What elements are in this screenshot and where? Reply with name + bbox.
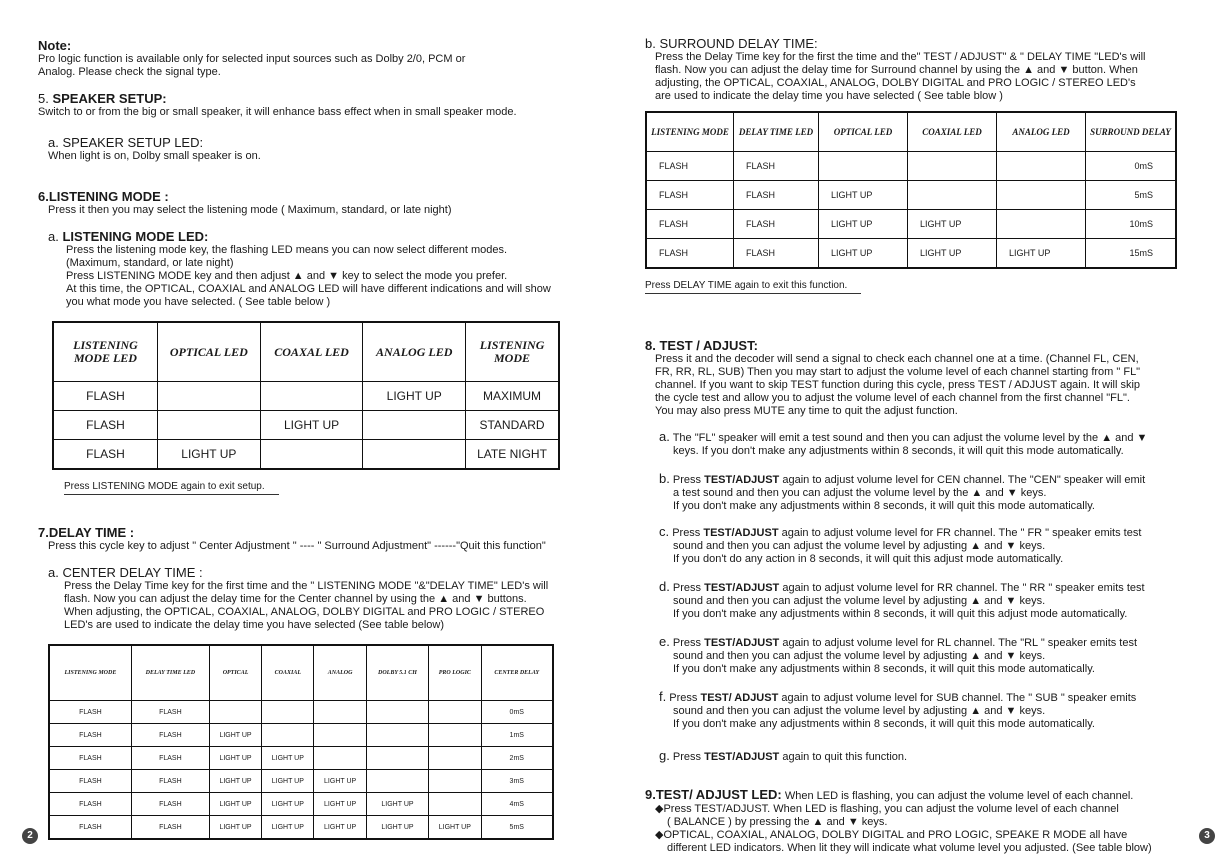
table-header: LISTENING MODE LED <box>53 322 157 382</box>
item-line: The "FL" speaker will emit a test sound and then you can adjust the volume level by the ▲ and ▼ <box>672 432 1148 444</box>
center-delay-table <box>48 644 554 840</box>
table-row <box>53 382 559 411</box>
section-5a-title: a. SPEAKER SETUP LED: <box>48 135 204 150</box>
note-line: Analog. Please check the signal type. <box>38 66 221 78</box>
table-header: OPTICAL LED <box>819 112 908 152</box>
item-letter: d. <box>659 579 670 594</box>
table-cell: 2mS <box>481 747 553 770</box>
table-row <box>646 210 1176 239</box>
list-item <box>659 525 1194 566</box>
table-cell: LIGHT UP <box>997 239 1086 269</box>
table-cell: FLASH <box>734 181 819 210</box>
item-key: TEST/ADJUST <box>704 582 780 594</box>
table-cell: FLASH <box>131 724 209 747</box>
table-cell: LIGHT UP <box>908 239 997 269</box>
section-6-title: 6.LISTENING MODE : <box>38 189 169 204</box>
list-item <box>659 472 1194 513</box>
section-6a-line: Press the listening mode key, the flashing LED means you can now select different modes. <box>66 244 508 256</box>
table-cell: 1mS <box>481 724 553 747</box>
table-cell: LIGHT UP <box>209 747 261 770</box>
section-6-text: Press it then you may select the listening mode ( Maximum, standard, or late night) <box>48 204 452 216</box>
item-letter: f. <box>659 689 667 704</box>
table-cell <box>157 382 260 411</box>
table-header-row <box>646 112 1176 152</box>
table-header: SURROUND DELAY <box>1086 112 1177 152</box>
page-number-left: 2 <box>22 828 38 844</box>
table-cell: FLASH <box>646 239 734 269</box>
section-5-number: 5. <box>38 91 49 106</box>
table-row <box>646 239 1176 269</box>
section-8-line: channel. If you want to skip TEST function during this cycle, press TEST / ADJUST again. It will skip <box>655 379 1141 391</box>
note-line: Pro logic function is available only for selected input sources such as Dolby 2/0, PCM or <box>38 53 466 65</box>
table-cell: LIGHT UP <box>363 382 466 411</box>
item-key: TEST/ADJUST <box>703 527 779 539</box>
section-7a-line: Press the Delay Time key for the first time and the " LISTENING MODE "&"DELAY TIME" LED's will <box>64 580 549 592</box>
table-header: DELAY TIME LED <box>131 645 209 701</box>
table-cell: STANDARD <box>466 411 559 440</box>
section-7a-title: a. CENTER DELAY TIME : <box>48 565 203 580</box>
table-cell <box>429 793 481 816</box>
table-row <box>49 724 553 747</box>
item-pre: Press <box>669 692 698 704</box>
table-cell: LIGHT UP <box>429 816 481 840</box>
item-line: sound and then you can adjust the volume level by adjusting ▲ and ▼ keys. <box>673 595 1046 607</box>
surround-delay-table <box>645 111 1177 269</box>
item-line: a test sound and then you can adjust the volume level by the ▲ and ▼ keys. <box>673 487 1047 499</box>
table-cell <box>363 411 466 440</box>
table-cell: 0mS <box>1086 152 1177 181</box>
table-cell: LIGHT UP <box>819 210 908 239</box>
section-b-line: are used to indicate the delay time you have selected ( See table blow ) <box>655 90 1003 102</box>
section-b-line: Press the Delay Time key for the first the time and the" TEST / ADJUST" & " DELAY TIME "LED's will <box>655 51 1146 63</box>
item-line: sound and then you can adjust the volume level by adjusting ▲ and ▼ keys. <box>673 650 1046 662</box>
table-header: ANALOG <box>314 645 366 701</box>
right-page <box>611 0 1222 862</box>
section-9-bullet: ◆OPTICAL, COAXIAL, ANALOG, DOLBY DIGITAL and PRO LOGIC, SPEAKE R MODE all have <box>655 829 1128 841</box>
section-6a-line: At this time, the OPTICAL, COAXIAL and ANALOG LED will have different indications and will show <box>66 283 551 295</box>
table-cell: FLASH <box>53 411 157 440</box>
item-pre: Press <box>672 527 701 539</box>
section-9-text: When LED is flashing, you can adjust the volume level of each channel. <box>784 790 1134 802</box>
table-cell <box>429 701 481 724</box>
table-row <box>49 793 553 816</box>
item-pre: Press <box>672 637 702 649</box>
table-cell: FLASH <box>734 239 819 269</box>
list-item <box>659 430 1194 458</box>
section-7a-line: flash. Now you can adjust the delay time for the Center channel by using the ▲ and ▼ buttons. <box>64 593 527 605</box>
table-cell <box>209 701 261 724</box>
table-cell <box>997 210 1086 239</box>
item-line: again to adjust volume level for FR channel. The " FR " speaker emits test <box>781 527 1142 539</box>
table-header: ANALOG LED <box>997 112 1086 152</box>
table-cell <box>429 724 481 747</box>
section-8-title: 8. TEST / ADJUST: <box>645 338 758 353</box>
table-cell: LIGHT UP <box>262 747 314 770</box>
section-6a-line: you what mode you have selected. ( See table below ) <box>66 296 331 308</box>
table-cell: FLASH <box>49 701 131 724</box>
table-header: LISTENING MODE <box>49 645 131 701</box>
table-cell: LIGHT UP <box>819 181 908 210</box>
table-cell <box>262 724 314 747</box>
table-cell: FLASH <box>49 724 131 747</box>
item-pre: Press <box>672 582 702 594</box>
table-header: COAXIAL <box>262 645 314 701</box>
table-cell <box>262 701 314 724</box>
table-cell: LIGHT UP <box>819 239 908 269</box>
table-header: OPTICAL LED <box>157 322 260 382</box>
section-5-text: Switch to or from the big or small speaker, it will enhance bass effect when in small speaker mode. <box>38 106 517 118</box>
listening-mode-table <box>52 321 560 470</box>
table-cell: LIGHT UP <box>366 793 428 816</box>
table-cell: 10mS <box>1086 210 1177 239</box>
table-cell: FLASH <box>49 793 131 816</box>
section-9-bullet-cont: different LED indicators. When lit they will indicate what volume level you adjusted. (See table blow) <box>667 842 1152 854</box>
item-key: TEST/ADJUST <box>704 751 780 763</box>
item-line: again to adjust volume level for RL channel. The "RL " speaker emits test <box>782 637 1138 649</box>
table-row <box>49 770 553 793</box>
item-line: If you don't make any adjustments within 8 seconds, it will quit this adjust mode automatically. <box>673 608 1128 620</box>
section-7a-line: LED's are used to indicate the delay time you have selected (See table below) <box>64 619 444 631</box>
table-cell <box>997 152 1086 181</box>
table-cell <box>260 382 363 411</box>
page-number-right: 3 <box>1199 828 1215 844</box>
item-pre: Press <box>672 751 702 763</box>
table-cell: LIGHT UP <box>262 816 314 840</box>
item-line: If you don't make any adjustments within 8 seconds, it will quit this mode automatically. <box>673 718 1095 730</box>
table-footnote: Press DELAY TIME again to exit this function. <box>645 279 861 294</box>
table-cell: 15mS <box>1086 239 1177 269</box>
table-header: PRO LOGIC <box>429 645 481 701</box>
table-header: COAXIAL LED <box>908 112 997 152</box>
table-cell: FLASH <box>131 793 209 816</box>
table-cell: LIGHT UP <box>262 770 314 793</box>
table-cell <box>429 770 481 793</box>
table-cell: FLASH <box>131 747 209 770</box>
table-cell <box>366 701 428 724</box>
section-6a-heading <box>48 229 591 244</box>
table-cell: LIGHT UP <box>209 816 261 840</box>
table-cell <box>997 181 1086 210</box>
section-9-bullet: ◆Press TEST/ADJUST. When LED is flashing, you can adjust the volume level of each channel <box>655 803 1119 815</box>
section-7a-line: When adjusting, the OPTICAL, COAXIAL, ANALOG, DOLBY DIGITAL and PRO LOGIC / STEREO <box>64 606 545 618</box>
table-header-row <box>49 645 553 701</box>
table-row <box>49 747 553 770</box>
section-b-title: b. SURROUND DELAY TIME: <box>645 36 818 51</box>
table-cell: LIGHT UP <box>262 793 314 816</box>
list-item <box>659 749 1194 764</box>
list-item <box>659 580 1194 621</box>
item-key: TEST/ADJUST <box>704 474 780 486</box>
item-letter: g. <box>659 748 670 763</box>
section-6a-title: LISTENING MODE LED: <box>62 229 209 244</box>
table-cell <box>908 152 997 181</box>
section-9-bullet-cont: ( BALANCE ) by pressing the ▲ and ▼ keys. <box>667 816 888 828</box>
table-header: CENTER DELAY <box>481 645 553 701</box>
item-line: again to adjust volume level for RR channel. The " RR " speaker emits test <box>782 582 1145 594</box>
table-cell: LIGHT UP <box>209 724 261 747</box>
item-line: If you don't do any action in 8 seconds, it will quit this adjust mode automatically. <box>673 553 1064 565</box>
table-cell: LIGHT UP <box>209 793 261 816</box>
table-cell <box>314 701 366 724</box>
table-cell: 5mS <box>481 816 553 840</box>
table-cell <box>366 747 428 770</box>
section-b-line: adjusting, the OPTICAL, COAXIAL, ANALOG, DOLBY DIGITAL and PRO LOGIC / STEREO LED's <box>655 77 1136 89</box>
table-header-row <box>53 322 559 382</box>
table-cell: FLASH <box>734 210 819 239</box>
section-8-line: Press it and the decoder will send a signal to check each channel one at a time. (Channel FL, CEN, <box>655 353 1139 365</box>
table-row <box>53 440 559 470</box>
table-cell <box>314 747 366 770</box>
table-cell: FLASH <box>49 747 131 770</box>
table-cell: LATE NIGHT <box>466 440 559 470</box>
item-pre: Press <box>672 474 702 486</box>
section-5-title: SPEAKER SETUP: <box>52 91 167 106</box>
item-line: again to adjust volume level for SUB channel. The " SUB " speaker emits <box>781 692 1137 704</box>
table-cell: FLASH <box>53 440 157 470</box>
table-cell: LIGHT UP <box>314 770 366 793</box>
section-6a-letter: a. <box>48 229 59 244</box>
section-9-title: 9.TEST/ ADJUST LED: <box>645 787 782 802</box>
table-cell: 4mS <box>481 793 553 816</box>
section-7-title: 7.DELAY TIME : <box>38 525 135 540</box>
item-letter: e. <box>659 634 670 649</box>
table-header: OPTICAL <box>209 645 261 701</box>
table-cell <box>157 411 260 440</box>
table-cell <box>314 724 366 747</box>
table-cell <box>908 181 997 210</box>
table-cell: FLASH <box>646 210 734 239</box>
table-row <box>49 816 553 840</box>
table-cell: FLASH <box>131 770 209 793</box>
list-item <box>659 635 1194 676</box>
item-line: If you don't make any adjustments within 8 seconds, it will quit this mode automatically. <box>673 500 1095 512</box>
item-line: sound and then you can adjust the volume level by adjusting ▲ and ▼ keys. <box>673 540 1046 552</box>
table-cell: LIGHT UP <box>908 210 997 239</box>
table-cell: 3mS <box>481 770 553 793</box>
table-cell <box>819 152 908 181</box>
table-cell: LIGHT UP <box>157 440 260 470</box>
table-cell: LIGHT UP <box>209 770 261 793</box>
table-header: DELAY TIME LED <box>734 112 819 152</box>
table-cell: FLASH <box>646 181 734 210</box>
table-cell: FLASH <box>734 152 819 181</box>
section-5a-text: When light is on, Dolby small speaker is on. <box>48 150 261 162</box>
table-cell: FLASH <box>646 152 734 181</box>
table-row <box>49 701 553 724</box>
table-cell <box>260 440 363 470</box>
section-7-text: Press this cycle key to adjust " Center Adjustment " ---- " Surround Adjustment" ------"Quit this function" <box>48 540 546 552</box>
item-line: again to quit this function. <box>782 751 908 763</box>
table-cell: 5mS <box>1086 181 1177 210</box>
item-key: TEST/ADJUST <box>704 637 780 649</box>
item-key: TEST/ ADJUST <box>700 692 779 704</box>
section-8-line: FR, RR, RL, SUB) Then you may start to adjust the volume level of each channel starting from " FL" <box>655 366 1141 378</box>
section-6a-line: Press LISTENING MODE key and then adjust ▲ and ▼ key to select the mode you prefer. <box>66 270 508 282</box>
table-header: LISTENING MODE <box>646 112 734 152</box>
section-b-line: flash. Now you can adjust the delay time for Surround channel by using the ▲ and ▼ button. When <box>655 64 1138 76</box>
table-cell: MAXIMUM <box>466 382 559 411</box>
table-cell: FLASH <box>131 816 209 840</box>
item-letter: b. <box>659 471 670 486</box>
table-cell <box>363 440 466 470</box>
table-cell: 0mS <box>481 701 553 724</box>
list-item <box>659 690 1194 731</box>
table-row <box>646 152 1176 181</box>
item-letter: a. <box>659 429 670 444</box>
item-line: keys. If you don't make any adjustments within 8 seconds, it will quit this mode automatically. <box>673 445 1124 457</box>
table-header: LISTENING MODE <box>466 322 559 382</box>
table-cell: LIGHT UP <box>366 816 428 840</box>
table-cell: FLASH <box>49 770 131 793</box>
table-cell: FLASH <box>49 816 131 840</box>
table-header: ANALOG LED <box>363 322 466 382</box>
item-letter: c. <box>659 524 670 539</box>
table-cell: FLASH <box>131 701 209 724</box>
table-cell <box>366 770 428 793</box>
table-footnote: Press LISTENING MODE again to exit setup. <box>64 480 279 495</box>
table-cell <box>429 747 481 770</box>
section-9-heading <box>645 788 1194 803</box>
item-line: If you don't make any adjustments within 8 seconds, it will quit this mode automatically. <box>673 663 1095 675</box>
item-line: sound and then you can adjust the volume level by adjusting ▲ and ▼ keys. <box>673 705 1046 717</box>
table-cell: LIGHT UP <box>260 411 363 440</box>
table-cell: LIGHT UP <box>314 793 366 816</box>
section-8-line: You may also press MUTE any time to quit the adjust function. <box>655 405 958 417</box>
table-header: DOLBY 5.1 CH <box>366 645 428 701</box>
table-cell: LIGHT UP <box>314 816 366 840</box>
table-cell: FLASH <box>53 382 157 411</box>
note-title: Note: <box>38 38 72 53</box>
section-8-line: the cycle test and allow you to adjust the volume level of each channel from the first channel "FL". <box>655 392 1130 404</box>
item-line: again to adjust volume level for CEN channel. The "CEN" speaker will emit <box>782 474 1146 486</box>
table-row <box>53 411 559 440</box>
table-cell <box>366 724 428 747</box>
section-5-heading <box>38 91 591 106</box>
section-6a-line: (Maximum, standard, or late night) <box>66 257 234 269</box>
table-header: COAXAL LED <box>260 322 363 382</box>
table-row <box>646 181 1176 210</box>
